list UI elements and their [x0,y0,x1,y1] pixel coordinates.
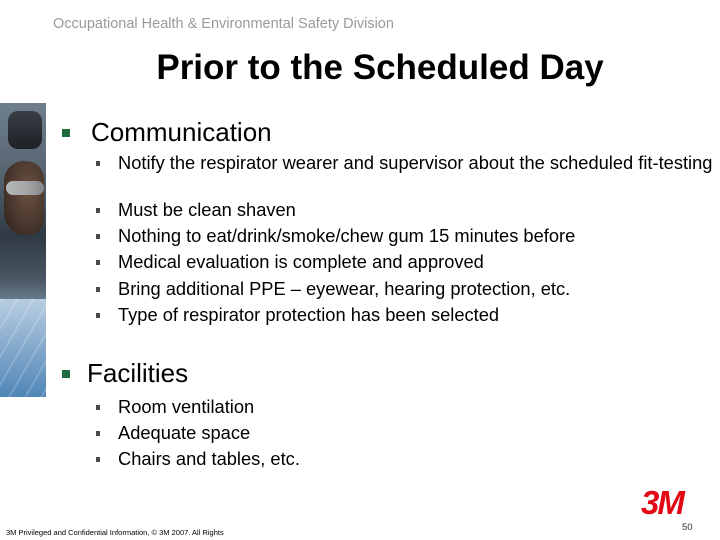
division-label: Occupational Health & Environmental Safety Division [53,16,394,32]
list-item [96,251,718,272]
list-item [96,422,718,443]
list-item [96,152,718,173]
list-item [96,278,718,299]
confidential-notice: 3M Privileged and Confidential Information, © 3M 2007. All Rights [6,528,224,537]
small-bullet-icon [96,260,100,265]
worker-face-image [4,161,44,235]
small-bullet-icon [96,161,100,166]
small-bullet-icon [96,313,100,318]
section-heading-communication [62,117,272,148]
small-bullet-icon [96,287,100,292]
square-bullet-icon [62,370,70,378]
list-item [96,396,718,417]
small-bullet-icon [96,431,100,436]
list-item-text: Room ventilation [118,396,255,417]
page-number: 50 [682,522,693,533]
solar-panel-image [0,299,46,397]
section-heading-label: Facilities [87,358,189,388]
list-item [96,448,718,469]
safety-goggles-image [6,181,44,195]
square-bullet-icon [62,129,70,137]
decorative-photo-strip [0,103,46,397]
list-item-text: Medical evaluation is complete and approved [118,251,484,272]
list-item-text: Nothing to eat/drink/smoke/chew gum 15 minutes before [118,225,576,246]
list-item-text: Type of respirator protection has been selected [118,304,500,325]
small-bullet-icon [96,234,100,239]
small-bullet-icon [96,208,100,213]
small-bullet-icon [96,457,100,462]
list-item-text: Chairs and tables, etc. [118,448,300,469]
list-item-text: Must be clean shaven [118,199,296,220]
list-item [96,304,718,325]
list-item-text: Notify the respirator wearer and supervisor about the scheduled fit-testing [118,152,713,173]
list-item [96,225,718,246]
list-item-text: Bring additional PPE – eyewear, hearing protection, etc. [118,278,571,299]
list-item-text: Adequate space [118,422,251,443]
slide-title: Prior to the Scheduled Day [156,48,604,87]
section-heading-label: Communication [91,117,272,147]
small-bullet-icon [96,405,100,410]
3m-logo: 3M [641,484,683,521]
section-heading-facilities [62,358,188,389]
list-item [96,199,718,220]
hearing-protection-image [8,111,42,149]
